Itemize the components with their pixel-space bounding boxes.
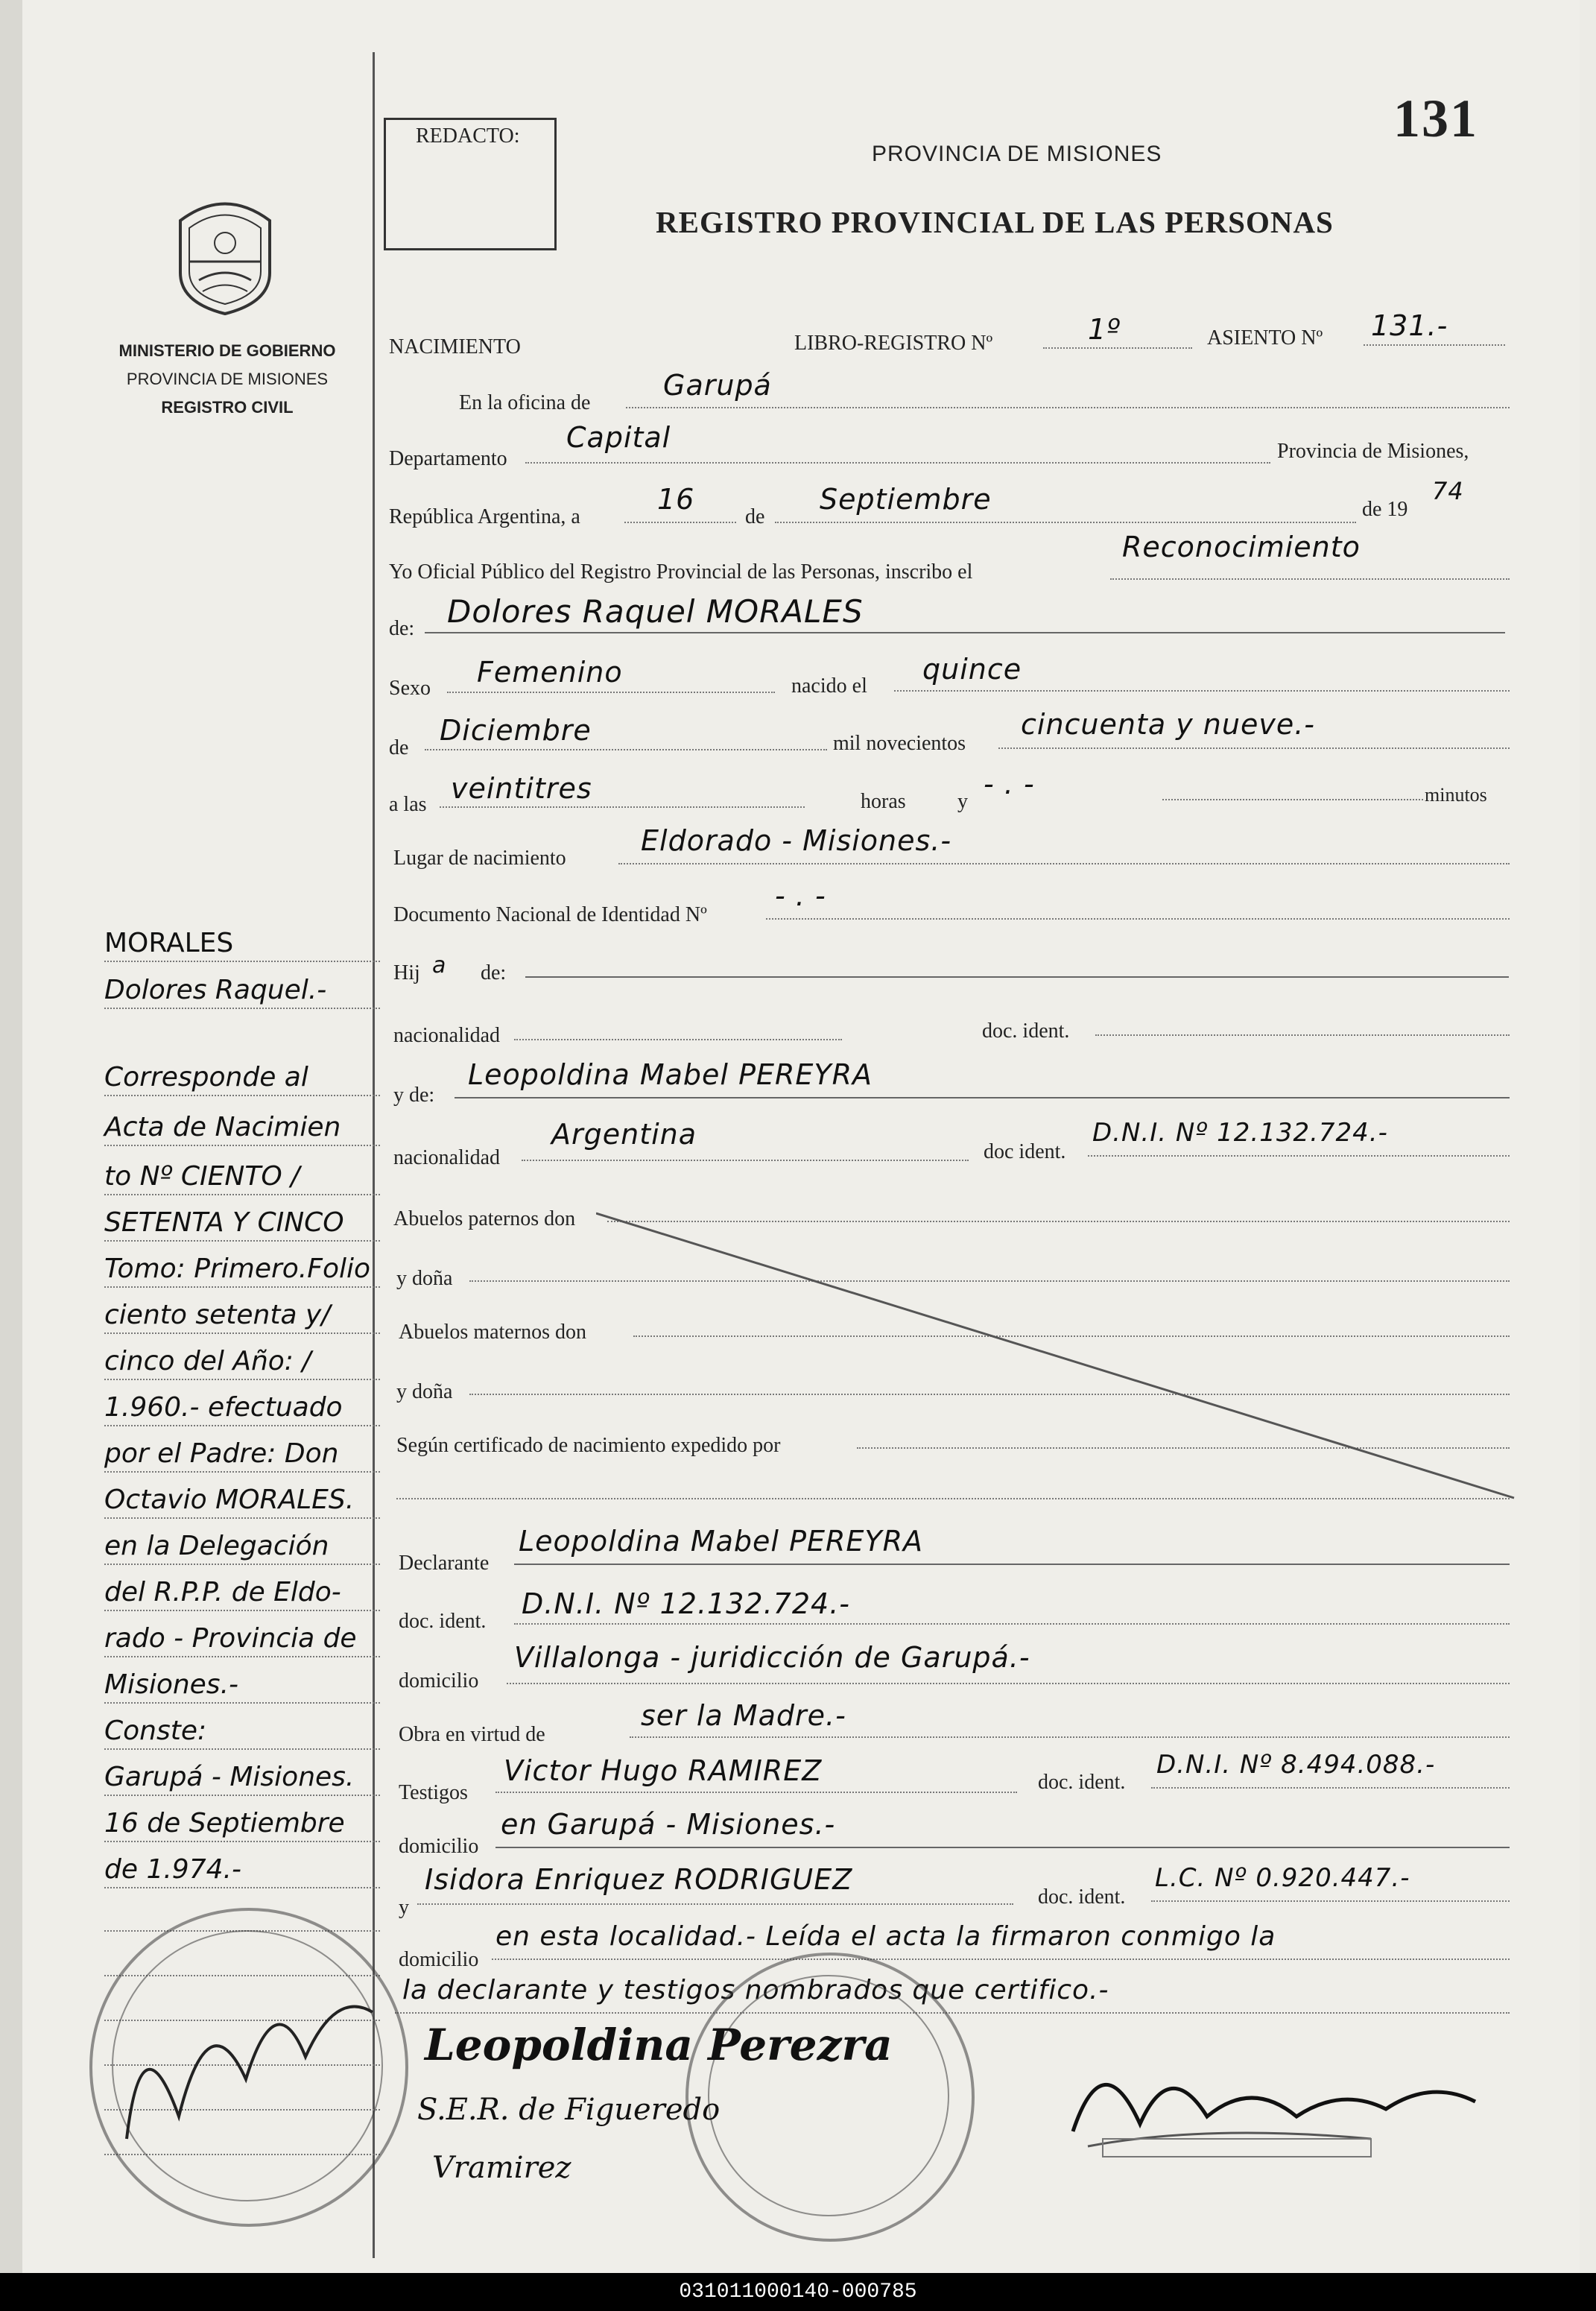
docident4-value: D.N.I. Nº 8.494.088.- (1156, 1750, 1436, 1780)
margin-note-line: Acta de Nacimien (104, 1112, 380, 1146)
provincia-label: Provincia de Misiones, (1277, 440, 1469, 463)
de-persona-label: de: (389, 617, 415, 640)
abuelos-paternos-label: Abuelos paternos don (393, 1207, 576, 1230)
margin-note-line: Garupá - Misiones. (104, 1762, 380, 1796)
acto-value: Reconocimiento (1122, 531, 1361, 563)
docident2-value: D.N.I. Nº 12.132.724.- (1092, 1118, 1388, 1148)
libro-label: LIBRO-REGISTRO Nº (794, 332, 993, 355)
domicilio2-value: en Garupá - Misiones.- (501, 1808, 836, 1841)
cierre-value: la declarante y testigos nombrados que certifico.- (402, 1975, 1109, 2005)
nacido-mes-rule (425, 749, 827, 750)
dni-value: - . - (775, 879, 826, 912)
y2-label: y (399, 1896, 409, 1919)
docident1-label: doc. ident. (982, 1019, 1070, 1043)
margin-note-line: rado - Provincia de (104, 1623, 380, 1657)
obra-label: Obra en virtud de (399, 1723, 545, 1746)
docident2-rule (1088, 1155, 1510, 1157)
margin-name2: Dolores Raquel.- (104, 975, 380, 1009)
domicilio1-label: domicilio (399, 1669, 479, 1692)
ministry-block (82, 337, 373, 422)
nacionalidad1-rule (514, 1039, 842, 1040)
hijo-rule (525, 976, 1509, 978)
ministry-line2: PROVINCIA DE MISIONES (126, 370, 329, 388)
nacido-dia-value: quince (922, 653, 1022, 686)
testigo1-rule (495, 1792, 1017, 1793)
margin-note-line: 16 de Septiembre (104, 1808, 380, 1842)
docident2-label: doc ident. (984, 1140, 1066, 1163)
sexo-label: Sexo (389, 677, 431, 700)
yde-label: y de: (393, 1084, 435, 1107)
alas-label: a las (389, 793, 427, 816)
margin-note-line: ciento setenta y/ (104, 1300, 380, 1334)
libro-rule (1043, 347, 1192, 349)
nacido-anio-rule (998, 747, 1510, 749)
persona-value: Dolores Raquel MORALES (447, 593, 864, 630)
nacido-mes-value: Diciembre (440, 714, 592, 747)
domicilio3-rule (492, 1958, 1510, 1960)
book-spine (0, 0, 22, 2273)
de-label: de (745, 505, 765, 528)
declarante-label: Declarante (399, 1552, 490, 1575)
margin-signature-icon (112, 1967, 410, 2161)
domicilio2-rule (495, 1847, 1510, 1848)
docident5-value: L.C. Nº 0.920.447.- (1155, 1863, 1410, 1893)
province-title: PROVINCIA DE MISIONES (872, 142, 1162, 166)
testigo2-value: Isidora Enriquez RODRIGUEZ (425, 1863, 853, 1896)
record-type: NACIMIENTO (389, 335, 521, 358)
nacido-dia-rule (894, 690, 1510, 692)
margin-note-line: to Nº CIENTO / (104, 1161, 380, 1195)
margin-note-line: del R.P.P. de Eldo- (104, 1577, 380, 1611)
margin-note-line: Corresponde al (104, 1062, 380, 1096)
ydona1-label: y doña (396, 1267, 453, 1290)
hijo-label-a: Hij (393, 961, 420, 984)
minutos-label: minutos (1425, 784, 1487, 806)
dni-rule (766, 918, 1510, 920)
domicilio2-label: domicilio (399, 1835, 479, 1858)
margin-note-line: Conste: (104, 1716, 380, 1750)
nacido-label: nacido el (791, 674, 867, 698)
domicilio1-rule (507, 1683, 1510, 1684)
acto-rule (1110, 578, 1510, 580)
docident3-label: doc. ident. (399, 1610, 487, 1633)
archive-code: 031011000140-000785 (0, 2273, 1596, 2311)
redacto-box (384, 118, 557, 250)
lugar-value: Eldorado - Misiones.- (641, 824, 952, 857)
departamento-label: Departamento (389, 447, 507, 470)
persona-rule (425, 632, 1505, 633)
domicilio1-value: Villalonga - juridicción de Garupá.- (514, 1641, 1030, 1674)
coat-of-arms-icon (165, 191, 285, 317)
sexo-value: Femenino (477, 656, 623, 689)
hijo-label-b: a (432, 952, 447, 979)
margin-note-line: Misiones.- (104, 1669, 380, 1704)
margin-note-line: SETENTA Y CINCO (104, 1207, 380, 1242)
nacionalidad2-value: Argentina (551, 1118, 697, 1151)
republica-label: República Argentina, a (389, 505, 580, 528)
certificado-label: Según certificado de nacimiento expedido por (396, 1434, 781, 1457)
margin-note-line: Tomo: Primero.Folio (104, 1253, 380, 1288)
domicilio3-label: domicilio (399, 1948, 479, 1971)
de-mes-label: de (389, 736, 409, 759)
docident1-rule (1095, 1034, 1510, 1036)
obra-rule (630, 1736, 1510, 1738)
margin-note-line: cinco del Año: / (104, 1346, 380, 1380)
testigo-signature-2: Vramirez (432, 2151, 571, 2185)
margin-divider (373, 52, 375, 2258)
docident4-label: doc. ident. (1038, 1771, 1126, 1794)
sexo-rule (447, 692, 775, 693)
margin-note-line: por el Padre: Don (104, 1438, 380, 1473)
dni-label: Documento Nacional de Identidad Nº (393, 903, 707, 926)
nacionalidad2-rule (522, 1160, 969, 1161)
dia-rule (624, 522, 736, 523)
official-signature-icon (1058, 2012, 1490, 2161)
lugar-label: Lugar de nacimiento (393, 847, 566, 870)
madre-value: Leopoldina Mabel PEREYRA (468, 1058, 873, 1091)
abuelos-maternos-label: Abuelos maternos don (399, 1321, 586, 1344)
testigo-signature-1: S.E.R. de Figueredo (417, 2093, 721, 2127)
libro-value: 1º (1088, 313, 1121, 346)
hijo-label-c: de: (481, 961, 507, 984)
margin-note-line: en la Delegación (104, 1531, 380, 1565)
nacido-anio-value: cincuenta y nueve.- (1021, 708, 1316, 741)
ministry-line3: REGISTRO CIVIL (161, 398, 294, 417)
docident5-rule (1151, 1900, 1510, 1902)
de19-label: de 19 (1362, 498, 1408, 521)
mes-value: Septiembre (820, 483, 992, 516)
oficial-label: Yo Oficial Público del Registro Provincial de las Personas, inscribo el (389, 560, 973, 584)
oficina-value: Garupá (663, 369, 772, 402)
horas-label: horas (861, 790, 906, 813)
oficina-label: En la oficina de (459, 391, 591, 414)
ydona2-label: y doña (396, 1380, 453, 1403)
nacionalidad1-label: nacionalidad (393, 1024, 501, 1047)
margin-note-line: Octavio MORALES. (104, 1485, 380, 1519)
domicilio3-value: en esta localidad.- Leída el acta la firmaron conmigo la (495, 1921, 1276, 1952)
asiento-rule (1364, 344, 1505, 346)
obra-value: ser la Madre.- (641, 1699, 846, 1732)
departamento-rule (525, 462, 1270, 464)
anio-value: 74 (1432, 477, 1464, 505)
oficina-rule (626, 407, 1510, 408)
lugar-rule (618, 863, 1510, 864)
registry-stamp-center-inner (708, 1975, 949, 2216)
registry-title: REGISTRO PROVINCIAL DE LAS PERSONAS (656, 205, 1334, 239)
y-label: y (957, 790, 968, 813)
nacionalidad2-label: nacionalidad (393, 1146, 501, 1169)
departamento-value: Capital (566, 421, 671, 454)
minutos-rule (1162, 799, 1423, 800)
horas-rule (440, 806, 805, 808)
docident3-rule (514, 1623, 1510, 1625)
madre-rule (455, 1097, 1510, 1098)
horas-value: veintitres (451, 772, 592, 805)
minutos-value: - . - (984, 768, 1035, 800)
testigo1-value: Victor Hugo RAMIREZ (504, 1754, 823, 1787)
ministry-line1: MINISTERIO DE GOBIERNO (118, 341, 336, 360)
margin-name1: MORALES (104, 928, 380, 962)
docident5-label: doc. ident. (1038, 1885, 1126, 1909)
margin-note-line: 1.960.- efectuado (104, 1392, 380, 1426)
testigo2-rule (417, 1903, 1013, 1905)
testigos-label: Testigos (399, 1781, 468, 1804)
declarante-signature: Leopoldina Perezra (425, 2020, 893, 2070)
declarante-rule (514, 1564, 1510, 1565)
page-number: 131 (1393, 89, 1478, 148)
docident3-value: D.N.I. Nº 12.132.724.- (522, 1587, 850, 1620)
redacto-label: REDACTO: (416, 124, 520, 148)
mes-rule (775, 522, 1356, 523)
declarante-value: Leopoldina Mabel PEREYRA (519, 1525, 924, 1558)
asiento-value: 131.- (1371, 309, 1448, 342)
asiento-label: ASIENTO Nº (1207, 326, 1323, 350)
margin-note-line: de 1.974.- (104, 1854, 380, 1888)
dia-value: 16 (657, 483, 695, 516)
mil-label: mil novecientos (833, 732, 966, 755)
cancellation-line (596, 1207, 1520, 1505)
docident4-rule (1151, 1787, 1510, 1789)
